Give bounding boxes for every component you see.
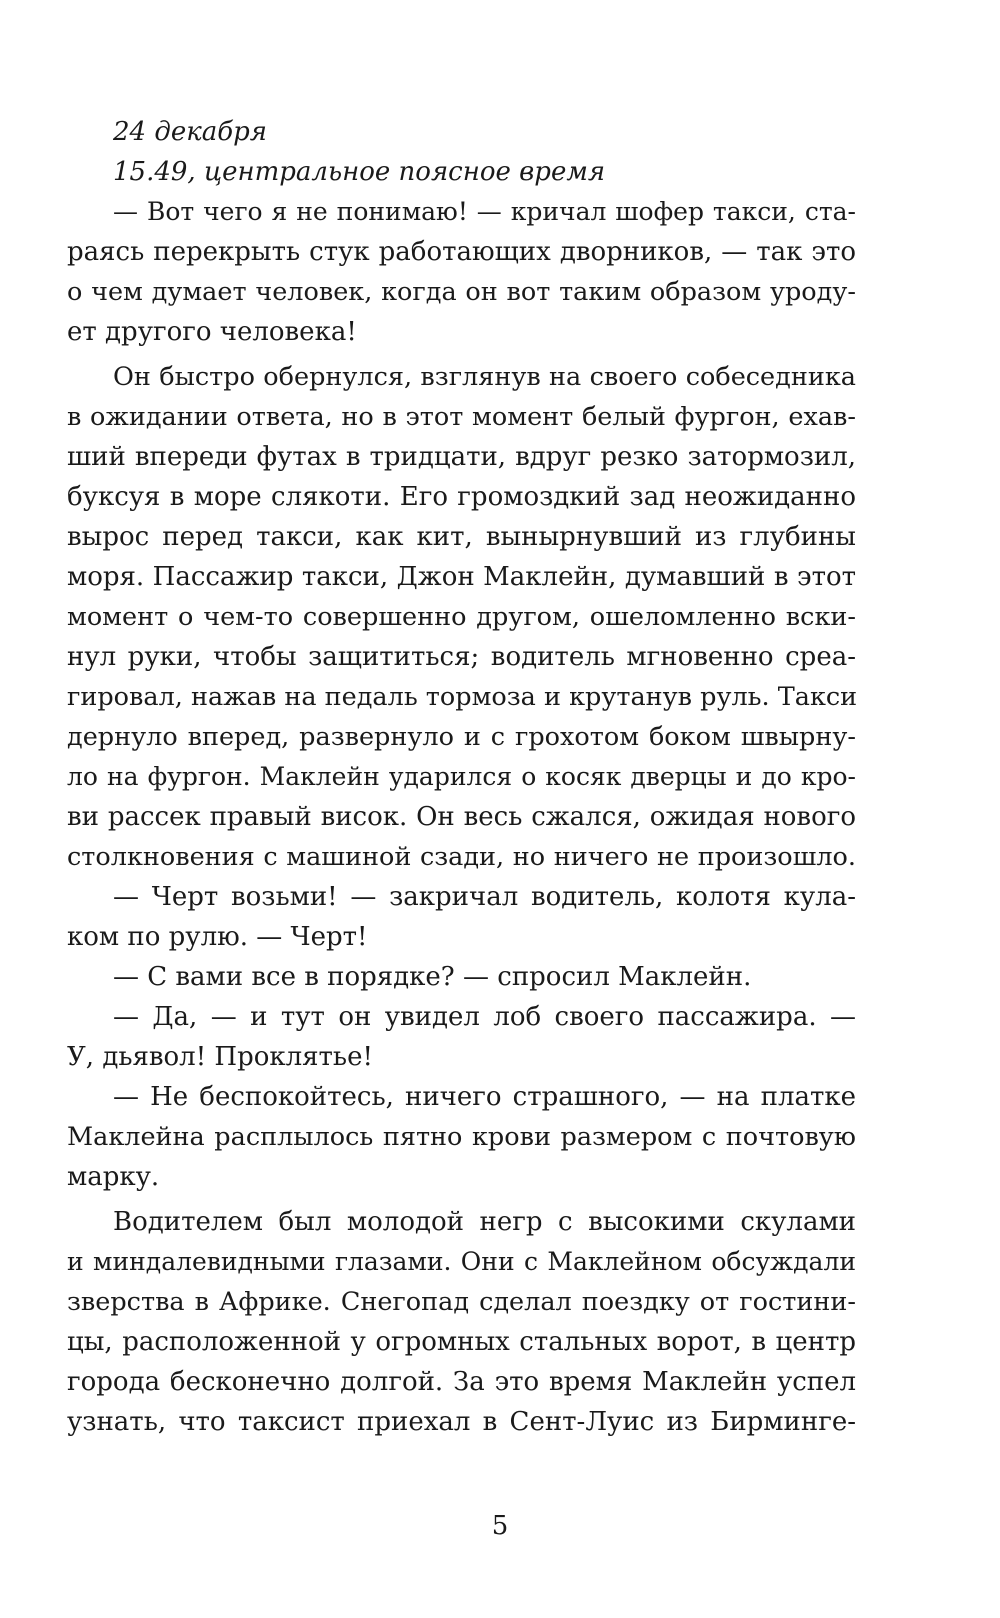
text-line: столкновения с машиной сзади, но ничего не произошло. [67,842,856,872]
text-line: дернуло вперед, развернуло и с грохотом боком швырну- [67,722,856,752]
text-line: о чем думает человек, когда он вот таким образом уроду- [67,277,856,307]
chapter-date: 24 декабря [113,117,267,147]
text-line: узнать, что таксист приехал в Сент-Луис из Бирминге- [67,1407,856,1437]
text-line: Водителем был молодой негр с высокими скулами [113,1207,856,1237]
text-line: моря. Пассажир такси, Джон Маклейн, думавший в этот [67,562,856,592]
text-line: раясь перекрыть стук работающих дворников, — так это [67,237,856,267]
text-line: вырос перед такси, как кит, вынырнувший из глубины [67,522,856,552]
text-line: зверства в Африке. Снегопад сделал поездку от гостини- [67,1287,856,1317]
text-line: — Черт возьми! — закричал водитель, колотя кула- [113,882,856,912]
text-line: города бесконечно долгой. За это время Маклейн успел [67,1367,856,1397]
text-line: Он быстро обернулся, взглянув на своего собеседника [113,362,856,392]
text-line: гировал, нажав на педаль тормоза и крутанув руль. Такси [67,682,858,712]
chapter-time: 15.49, центральное поясное время [113,157,606,187]
text-line: момент о чем-то совершенно другом, ошеломленно вски- [67,602,856,632]
text-line: марку. [67,1162,160,1192]
text-line: ви рассек правый висок. Он весь сжался, ожидая нового [67,802,856,832]
text-line: Маклейна расплылось пятно крови размером с почтовую [67,1122,856,1152]
text-line: ший впереди футах в тридцати, вдруг резко затормозил, [67,442,856,472]
text-line: нул руки, чтобы защититься; водитель мгновенно среа- [67,642,856,672]
text-line: и миндалевидными глазами. Они с Маклейном обсуждали [67,1247,856,1276]
text-line: — С вами все в порядке? — спросил Маклейн. [113,962,752,992]
text-line: ком по рулю. — Черт! [67,922,368,952]
page-body [67,112,856,1442]
text-line: — Вот чего я не понимаю! — кричал шофер такси, ста- [113,197,856,226]
text-line: цы, расположенной у огромных стальных ворот, в центр [67,1327,856,1357]
page-number: 5 [491,1511,509,1541]
text-line: ло на фургон. Маклейн ударился о косяк дверцы и до кро- [67,762,856,791]
text-line: — Да, — и тут он увидел лоб своего пассажира. — [113,1002,856,1032]
text-line: ет другого человека! [67,317,357,347]
text-line: буксуя в море слякоти. Его громоздкий зад неожиданно [67,482,856,512]
text-line: — Не беспокойтесь, ничего страшного, — на платке [113,1082,856,1112]
text-line: У, дьявол! Проклятье! [67,1042,373,1072]
text-line: в ожидании ответа, но в этот момент белый фургон, ехав- [67,402,856,432]
